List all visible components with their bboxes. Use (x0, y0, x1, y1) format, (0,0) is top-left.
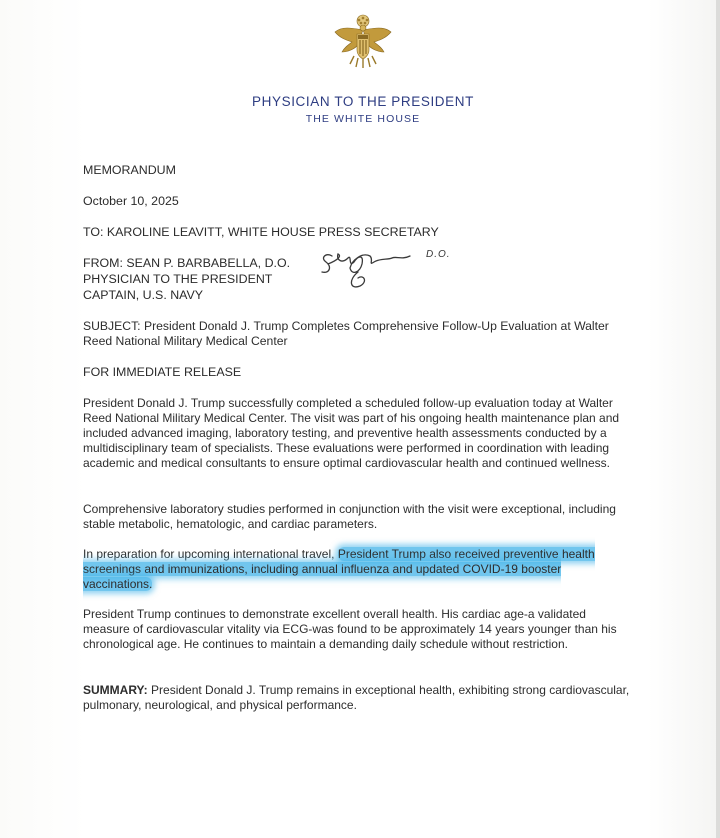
paragraph-evaluation: President Donald J. Trump successfully completed a scheduled follow-up evaluation today at Walter Reed National Military Medical Center. The visit was part of his ongoing health maintenance plan and included advanced imaging, laboratory testing, and preventive health assessments conducted by a multidisciplinary team of specialists. These evaluations were performed in coordination with leading academic and medical consultants to ensure optimal cardiovascular health and continued wellness. (83, 396, 620, 470)
memo-from: FROM: SEAN P. BARBABELLA, D.O. (83, 256, 291, 270)
highlighted-text: President Trump also received preventive health screenings and immunizations, including annual influenza and updated COVID-19 booster vaccinations. (83, 547, 595, 591)
memo-to: TO: KAROLINE LEAVITT, WHITE HOUSE PRESS SECRETARY (83, 225, 439, 239)
immunization-intro: In preparation for upcoming international travel, (83, 547, 335, 561)
handwritten-signature (318, 242, 413, 292)
memo-subject: SUBJECT: President Donald J. Trump Completes Comprehensive Follow-Up Evaluation at Walter Reed National Military Medical Center (83, 319, 609, 348)
memo-from-title: PHYSICIAN TO THE PRESIDENT (83, 272, 273, 286)
paragraph-cardiac: President Trump continues to demonstrate excellent overall health. His cardiac age-a validated measure of cardiovascular vitality via ECG-was found to be approximately 14 years younger than his chronological age. He continues to maintain a demanding daily schedule without restriction. (83, 607, 617, 651)
presidential-seal-icon (332, 12, 394, 74)
memo-type: MEMORANDUM (83, 163, 176, 177)
summary-text: President Donald J. Trump remains in exceptional health, exhibiting strong cardiovascular, pulmonary, neurological, and physical performance. (83, 683, 630, 712)
summary-paragraph (83, 683, 631, 713)
paragraph-immunizations (83, 547, 631, 592)
memo-date: October 10, 2025 (83, 194, 179, 208)
office-subtitle: THE WHITE HOUSE (305, 113, 421, 125)
office-title: PHYSICIAN TO THE PRESIDENT (252, 94, 474, 109)
paragraph-labs: Comprehensive laboratory studies performed in conjunction with the visit were exceptional, including stable metabolic, hematologic, and cardiac parameters. (83, 502, 616, 531)
memo-from-rank: CAPTAIN, U.S. NAVY (83, 288, 204, 302)
release-line: FOR IMMEDIATE RELEASE (83, 365, 242, 379)
signature-suffix: D.O. (426, 249, 451, 260)
summary-label: SUMMARY: (83, 683, 148, 697)
